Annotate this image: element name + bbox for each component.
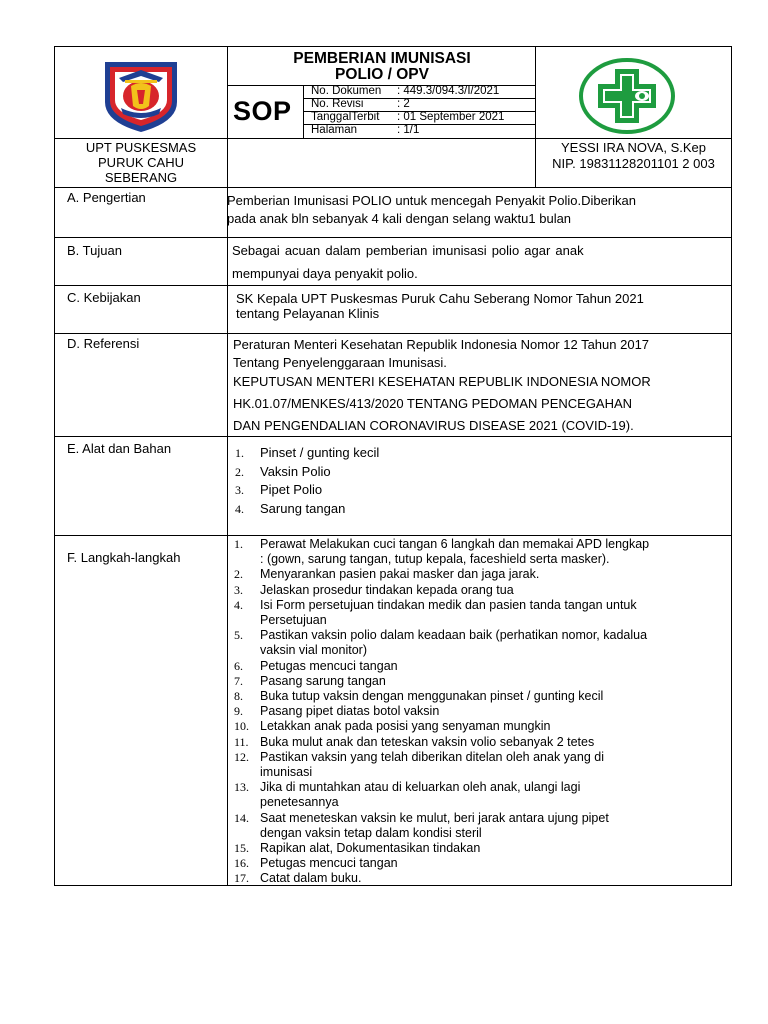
row-line-a (54, 187, 732, 188)
list-item: 3. Pipet Polio (235, 482, 323, 497)
list-item: 8. Buka tutup vaksin dengan menggunakan pinset / gunting kecil (234, 689, 604, 704)
meta-value-document: : 449.3/094.3/I/2021 (397, 85, 500, 97)
list-item: 4. Sarung tangan (235, 500, 346, 516)
list-item: 1. Perawat Melakukan cuci tangan 6 langkah dan memakai APD lengkap : (gown, sarung tangan, tutup kepala, faceshield serta masker). (234, 537, 650, 567)
list-item: 1. Pinset / gunting kecil (235, 445, 380, 460)
section-label-pengertian: A. Pengertian (67, 190, 146, 205)
referensi-line-4: HK.01.07/MENKES/413/2020 TENTANG PEDOMAN PENCEGAHAN (233, 396, 633, 411)
row-line-e (54, 436, 732, 437)
health-cross-icon (578, 57, 676, 135)
list-item: 2. Vaksin Polio (235, 463, 331, 479)
meta-value-revision: : 2 (397, 98, 410, 110)
label-column-divider (227, 187, 228, 886)
tujuan-line-1: Sebagai acuan dalam pemberian imunisasi polio agar anak (232, 243, 584, 258)
kebijakan-line-2: tentang Pelayanan Klinis (236, 306, 380, 321)
list-item: 14. Saat meneteskan vaksin ke mulut, beri jarak antara ujung pipet dengan vaksin tetap dalam kondisi steril (234, 810, 609, 840)
list-item: 7. Pasang sarung tangan (234, 673, 386, 688)
referensi-line-5: DAN PENGENDALIAN CORONAVIRUS DISEASE 2021 (COVID-19). (233, 418, 634, 433)
section-label-tujuan: B. Tujuan (67, 243, 122, 258)
row-line-d (54, 333, 732, 334)
list-item: 5. Pastikan vaksin polio dalam keadaan baik (perhatikan nomor, kadalua vaksin vial monitor) (234, 628, 648, 658)
sop-label: SOP (233, 96, 292, 126)
section-label-alat-dan-bahan: E. Alat dan Bahan (67, 441, 172, 456)
row-line-b (54, 237, 732, 238)
table-border-right (731, 46, 732, 886)
list-item: 6. Petugas mencuci tangan (234, 658, 398, 673)
pengertian-line-1: Pemberian Imunisasi POLIO untuk mencegah Penyakit Polio.Diberikan (227, 193, 636, 208)
list-item: 3. Jelaskan prosedur tindakan kepada orang tua (234, 582, 514, 597)
sop-title-line-2: POLIO / OPV (335, 66, 429, 83)
section-label-kebijakan: C. Kebijakan (67, 290, 141, 305)
meta-value-page: : 1/1 (397, 124, 420, 136)
regional-emblem-icon (101, 58, 181, 134)
tujuan-line-2: mempunyai daya penyakit polio. (232, 266, 418, 281)
section-label-referensi: D. Referensi (67, 336, 140, 351)
list-item: 2. Menyarankan pasien pakai masker dan jaga jarak. (234, 567, 540, 582)
list-item: 4. Isi Form persetujuan tindakan medik dan pasien tanda tangan untuk Persetujuan (234, 597, 637, 628)
header-row-line (54, 138, 732, 139)
sop-title-line-1: PEMBERIAN IMUNISASI (293, 50, 471, 67)
referensi-line-2: Tentang Penyelenggaraan Imunisasi. (233, 355, 447, 370)
alat-bahan-list (235, 444, 379, 518)
list-item: 10. Letakkan anak pada posisi yang senyaman mungkin (234, 719, 551, 734)
row-line-f (54, 535, 732, 536)
referensi-line-1: Peraturan Menteri Kesehatan Republik Indonesia Nomor 12 Tahun 2017 (233, 337, 650, 352)
list-item: 13. Jika di muntahkan atau di keluarkan oleh anak, ulangi lagi penetesannya (234, 780, 581, 810)
meta-label-revision: No. Revisi (311, 98, 364, 110)
org-name-line-1: UPT PUSKESMAS (85, 140, 197, 155)
kebijakan-line-1: SK Kepala UPT Puskesmas Puruk Cahu Seberang Nomor Tahun 2021 (236, 291, 644, 306)
referensi-line-3: KEPUTUSAN MENTERI KESEHATAN REPUBLIK INDONESIA NOMOR (233, 374, 651, 389)
meta-label-page: Halaman (311, 124, 358, 136)
meta-label-document: No. Dokumen (311, 85, 382, 97)
list-item: 11. Buka mulut anak dan teteskan vaksin volio sebanyak 2 tetes (234, 734, 595, 749)
langkah-list (234, 537, 649, 887)
list-item: 12. Pastikan vaksin yang telah diberikan ditelan oleh anak yang di imunisasi (234, 749, 604, 780)
section-label-langkah-langkah: F. Langkah-langkah (67, 550, 181, 565)
list-item: 17. Catat dalam buku. (234, 871, 362, 886)
pengertian-line-2: pada anak bln sebanyak 4 kali dengan selang waktu1 bulan (227, 211, 572, 226)
list-item: 16. Petugas mencuci tangan (234, 856, 398, 871)
signer-nip: NIP. 19831128201101 2 003 (552, 156, 715, 171)
list-item: 15. Rapikan alat, Dokumentasikan tindakan (234, 841, 481, 856)
org-name-line-3: SEBERANG (104, 170, 178, 185)
table-border-top (54, 46, 732, 47)
meta-value-issue-date: : 01 September 2021 (397, 111, 505, 123)
list-item: 9. Pasang pipet diatas botol vaksin (234, 704, 440, 719)
org-name-line-2: PURUK CAHU (98, 155, 184, 170)
meta-label-issue-date: TanggalTerbit (311, 111, 380, 123)
row-line-c (54, 285, 732, 286)
signer-name: YESSI IRA NOVA, S.Kep (561, 140, 706, 155)
